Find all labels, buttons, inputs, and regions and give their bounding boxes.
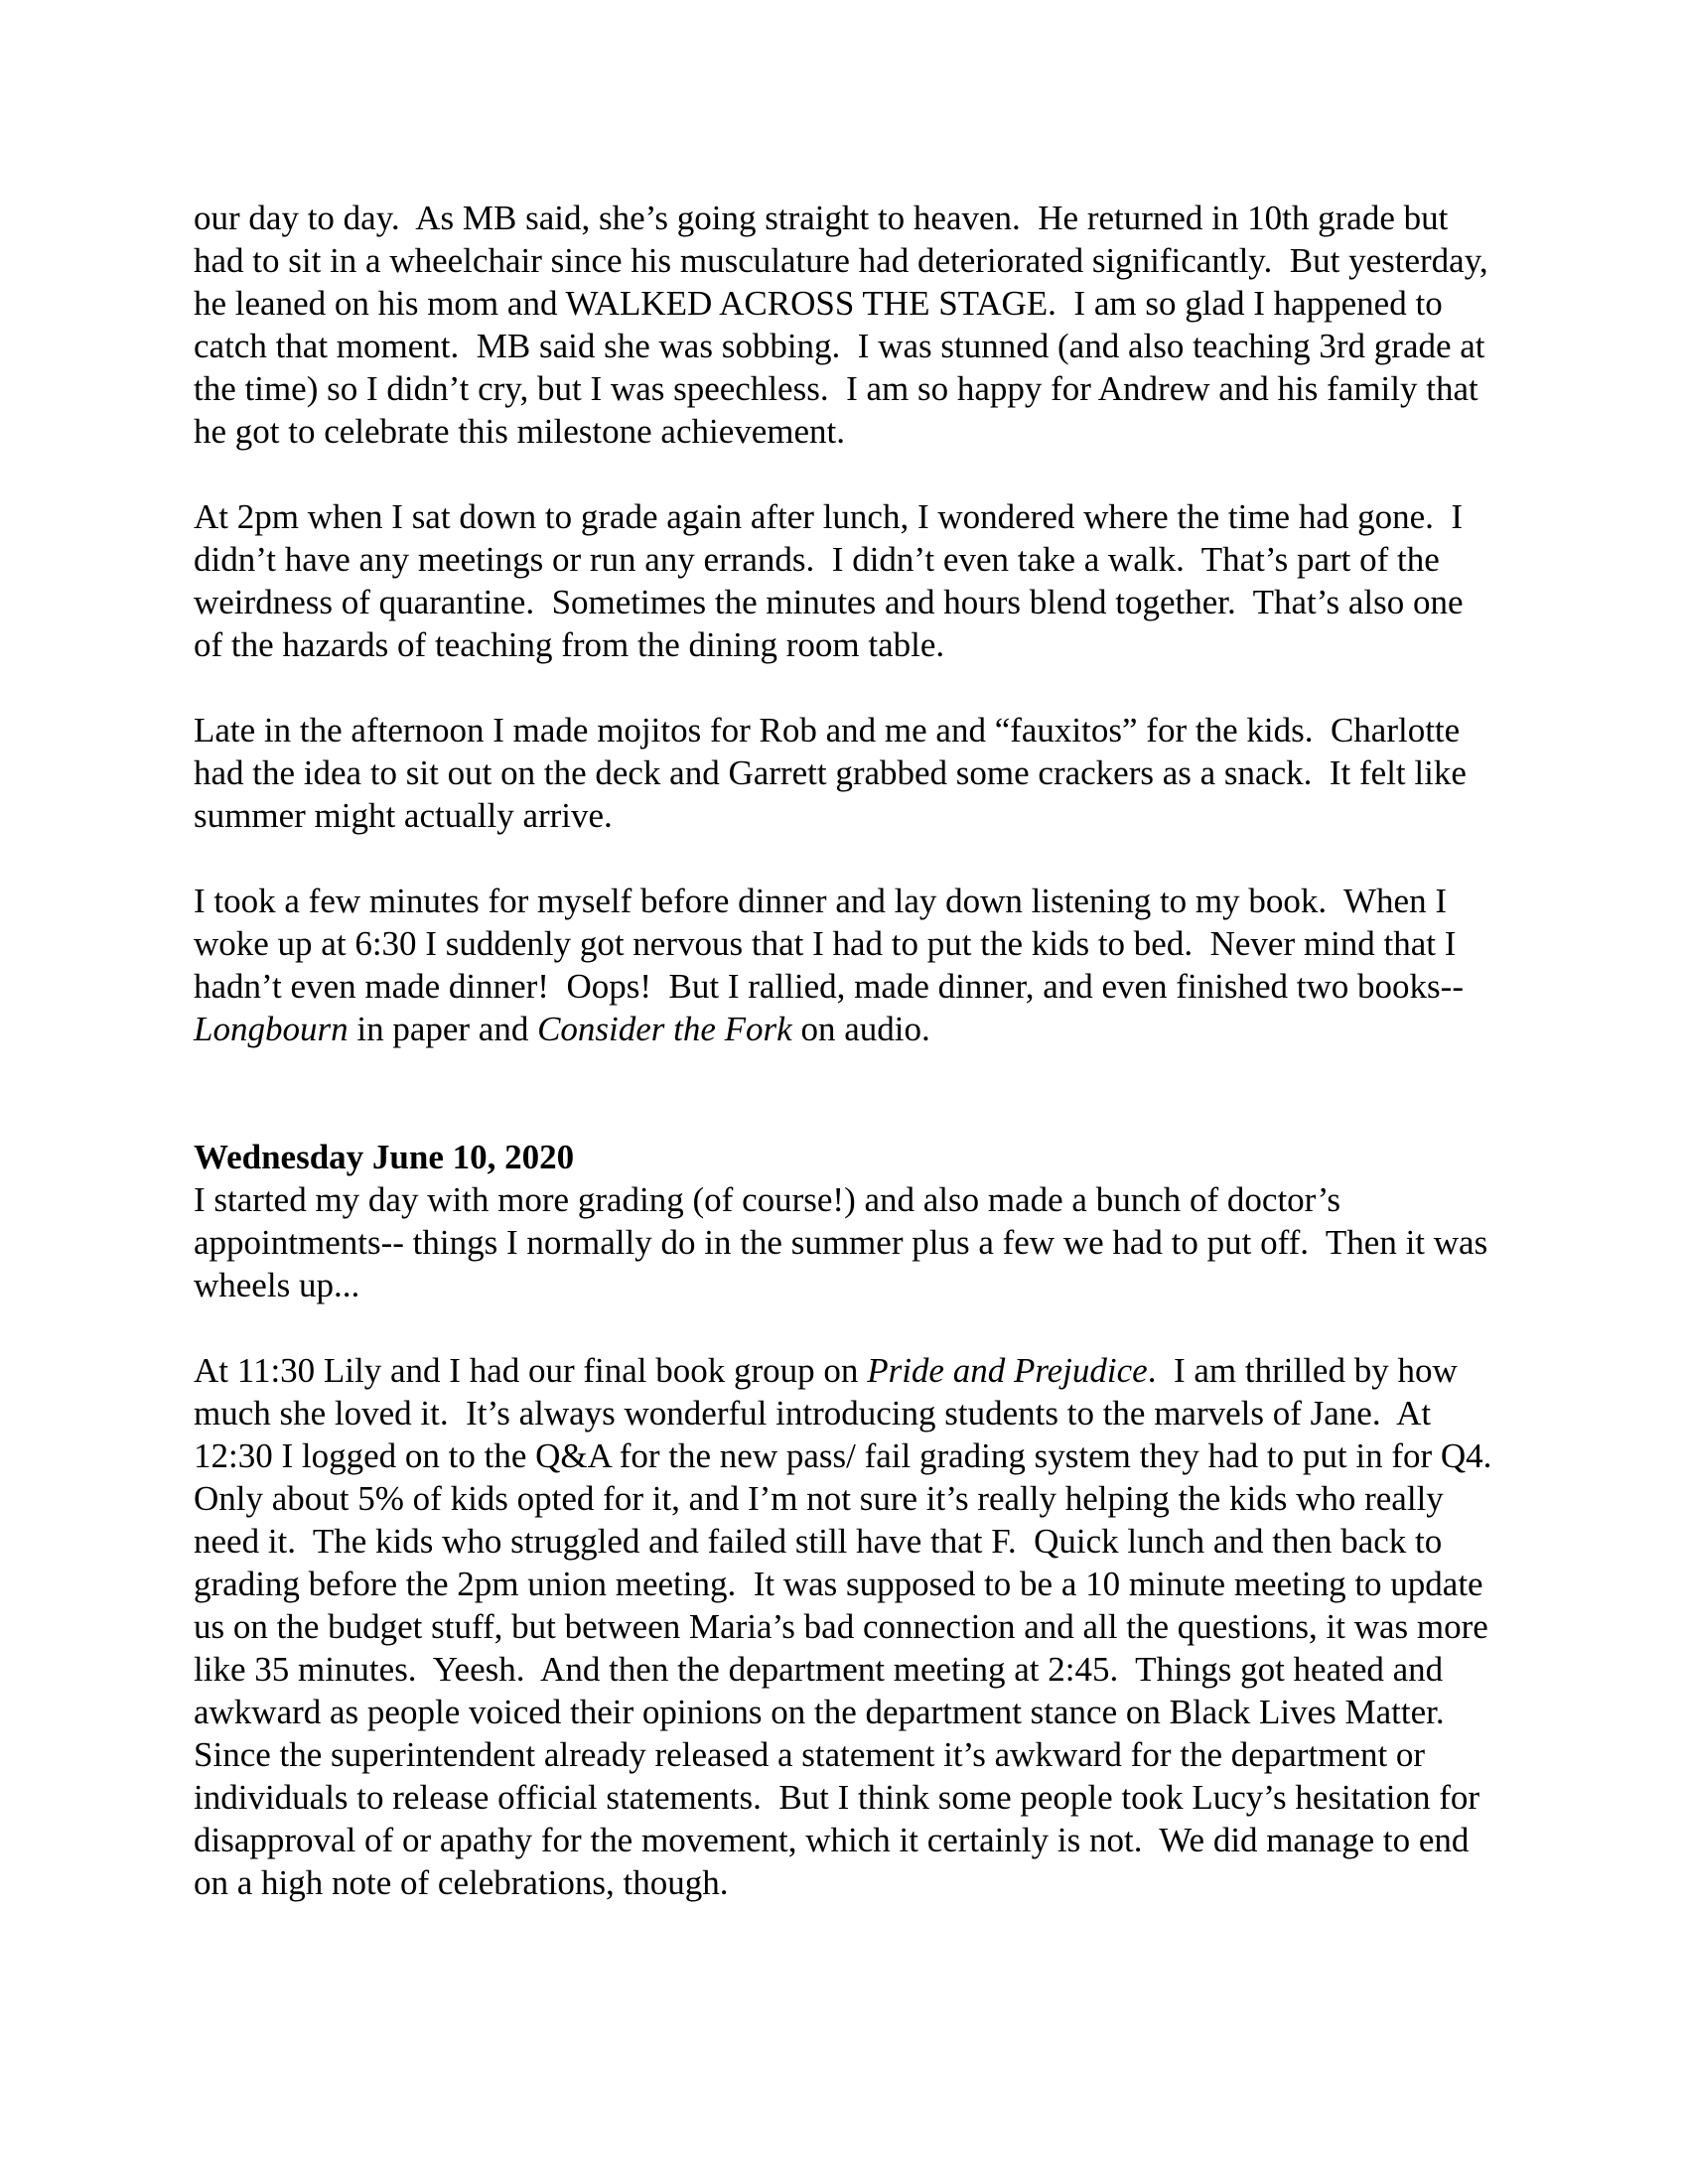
paragraph-wednesday-morning <box>194 1178 1494 1306</box>
paragraph-book-group-meetings <box>194 1349 1509 1904</box>
book-title-longbourn: Longbourn <box>194 1010 349 1048</box>
text-run: At 2pm when I sat down to grade again after lunch, I wondered where the time had gone. I didn’t have any meetings or run any errands. I didn’t even take a walk. That’s part of the weirdness of quarantine. Sometimes the minutes and hours blend together. That’s also one of the hazards of teaching from the dining room table. <box>194 497 1473 664</box>
paragraph-graduation <box>194 197 1497 453</box>
text-run: in paper and <box>348 1010 538 1048</box>
paragraph-grading-afternoon <box>194 495 1494 666</box>
book-title-pride-and-prejudice: Pride and Prejudice <box>867 1351 1148 1390</box>
text-run: Late in the afternoon I made mojitos for Rob and me and “fauxitos” for the kids. Charlotte had the idea to sit out on the deck and Garrett grabbed some crackers as a snack. It felt like summer might actually arrive. <box>194 711 1476 835</box>
paragraph-before-dinner <box>194 880 1494 1050</box>
text-run: our day to day. As MB said, she’s going straight to heaven. He returned in 10th grade but had to sit in a wheelchair since his musculature had deteriorated significantly. But yesterday, he leaned on his mom and WALKED ACROSS THE STAGE. I am so glad I happened to catch that moment. MB said she was sobbing. I was stunned (and also teaching 3rd grade at the time) so I didn’t cry, but I was speechless. I am so happy for Andrew and his family that he got to celebrate this milestone achievement. <box>194 199 1497 451</box>
section-heading-date <box>194 1136 1494 1178</box>
text-run: Wednesday June 10, 2020 <box>194 1138 575 1176</box>
book-title-consider-the-fork: Consider the Fork <box>537 1010 792 1048</box>
text-run: . I am thrilled by how much she loved it. It’s always wonderful introducing students to the marvels of Jane. At 12:30 I logged on to the Q&A for the new pass/ fail grading system they had to put in for Q4. Only about 5% of kids opted for it, and I’m not sure it’s really helping the kids who really need it. The kids who struggled and failed still have that F. Quick lunch and then back to grading before the 2pm union meeting. It was supposed to be a 10 minute meeting to update us on the budget stuff, but between Maria’s bad connection and all the questions, it was more like 35 minutes. Yeesh. And then the department meeting at 2:45. Things got heated and awkward as people voiced their opinions on the department stance on Black Lives Matter. Since the superintendent already released a statement it’s awkward for the department or individuals to release official statements. But I think some people took Lucy’s hesitation for disapproval of or apathy for the movement, which it certainly is not. We did manage to end on a high note of celebrations, though. <box>194 1351 1509 1902</box>
document-body <box>194 197 1509 1947</box>
text-run: on audio. <box>791 1010 930 1048</box>
text-run: At 11:30 Lily and I had our final book group on <box>194 1351 868 1390</box>
text-run: I took a few minutes for myself before dinner and lay down listening to my book. When I woke up at 6:30 I suddenly got nervous that I had to put the kids to bed. Never mind that I hadn’t even made dinner! Oops! But I rallied, made dinner, and even finished two books-- <box>194 882 1473 1006</box>
text-run: I started my day with more grading (of course!) and also made a bunch of doctor’s appointments-- things I normally do in the summer plus a few we had to put off. Then it was wheels up... <box>194 1180 1496 1304</box>
paragraph-mojitos <box>194 709 1494 837</box>
